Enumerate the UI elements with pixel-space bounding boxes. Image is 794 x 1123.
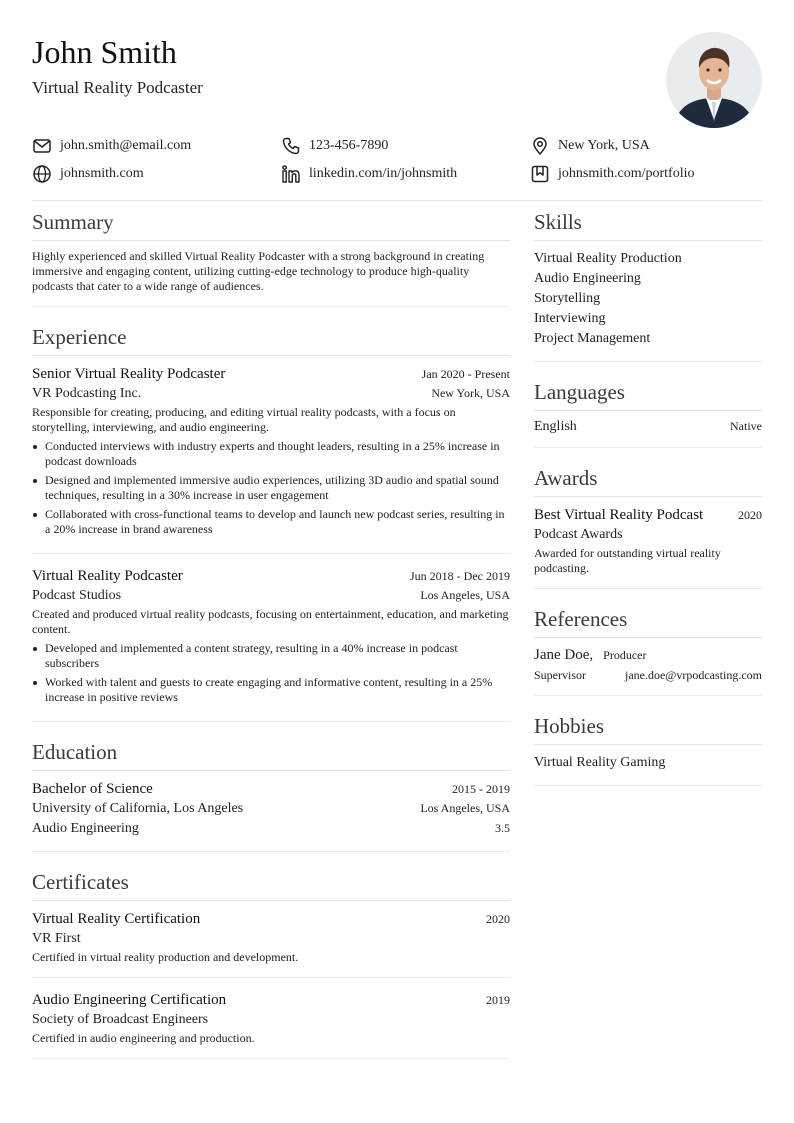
contact-location xyxy=(530,136,650,156)
contact-linkedin[interactable] xyxy=(281,164,457,184)
education-entry xyxy=(32,779,510,851)
hobby-item: Virtual Reality Gaming xyxy=(534,755,666,770)
reference-relation: Supervisor xyxy=(534,668,586,682)
skills-list xyxy=(534,249,762,361)
job-company: VR Podcasting Inc. xyxy=(32,386,142,401)
job-position: Senior Virtual Reality Podcaster xyxy=(32,366,226,382)
reference-position: Producer xyxy=(603,648,647,662)
certificate-issuer: Society of Broadcast Engineers xyxy=(32,1012,209,1027)
location-text: New York, USA xyxy=(558,138,650,153)
certificates-section xyxy=(32,868,510,1059)
job-description: Created and produced virtual reality podcasts, focusing on entertainment, education, and marketing content. xyxy=(32,607,509,636)
education-dates: 2015 - 2019 xyxy=(452,782,510,796)
award-entry xyxy=(534,505,762,588)
certificate-issuer: VR First xyxy=(32,931,81,946)
education-heading: Education xyxy=(32,738,510,771)
award-name: Best Virtual Reality Podcast xyxy=(534,507,704,523)
school-location: Los Angeles, USA xyxy=(420,801,510,815)
achievement-item: Designed and implemented immersive audio experiences, utilizing 3D audio and spatial sound techniques, resulting in a 30% increase in user engagement xyxy=(32,473,510,503)
job-achievements xyxy=(32,439,510,537)
location-pin-icon xyxy=(530,136,550,156)
job-description: Responsible for creating, producing, and editing virtual reality podcasts, with a focus on storytelling, interviewing, and audio engineering. xyxy=(32,405,456,434)
awards-section xyxy=(534,464,762,589)
reference-name: Jane Doe, xyxy=(534,647,594,663)
resume-header xyxy=(32,32,762,128)
portfolio-text: johnsmith.com/portfolio xyxy=(558,166,695,181)
certificate-entry xyxy=(32,909,510,977)
skills-heading: Skills xyxy=(534,208,762,241)
phone-text: 123-456-7890 xyxy=(309,138,389,153)
reference-entry xyxy=(534,646,762,695)
award-year: 2020 xyxy=(738,508,762,522)
job-location: New York, USA xyxy=(431,386,510,400)
certificate-year: 2019 xyxy=(486,993,510,1007)
profile-photo xyxy=(666,32,762,128)
job-company: Podcast Studios xyxy=(32,588,122,603)
certificate-description: Certified in virtual reality production and development. xyxy=(32,950,299,964)
certificates-heading: Certificates xyxy=(32,868,510,901)
certificate-entry xyxy=(32,977,510,1058)
linkedin-text: linkedin.com/in/johnsmith xyxy=(309,166,458,181)
achievement-item: Conducted interviews with industry experts and thought leaders, resulting in a 25% increase in podcast downloads xyxy=(32,439,510,469)
website-text: johnsmith.com xyxy=(60,166,144,181)
certificate-name: Audio Engineering Certification xyxy=(32,992,227,1008)
skill-item: Virtual Reality Production xyxy=(534,251,682,266)
award-issuer: Podcast Awards xyxy=(534,527,623,542)
job-position: Virtual Reality Podcaster xyxy=(32,568,183,584)
portfolio-icon xyxy=(530,164,550,184)
awards-heading: Awards xyxy=(534,464,762,497)
contact-website[interactable] xyxy=(32,164,144,184)
main-column xyxy=(32,208,510,1075)
candidate-headline: Virtual Reality Podcaster xyxy=(32,78,203,97)
job-achievements xyxy=(32,641,510,705)
languages-heading: Languages xyxy=(534,378,762,411)
email-text: john.smith@email.com xyxy=(60,138,192,153)
education-section xyxy=(32,738,510,852)
school: University of California, Los Angeles xyxy=(32,801,244,816)
skill-item: Audio Engineering xyxy=(534,271,641,286)
phone-icon xyxy=(281,136,301,156)
degree: Bachelor of Science xyxy=(32,781,153,797)
experience-entry xyxy=(32,364,510,553)
experience-entry xyxy=(32,553,510,721)
job-location: Los Angeles, USA xyxy=(420,588,510,602)
skill-item: Project Management xyxy=(534,331,651,346)
experience-heading: Experience xyxy=(32,323,510,356)
summary-section xyxy=(32,208,510,307)
sidebar-column xyxy=(534,208,762,802)
job-dates: Jan 2020 - Present xyxy=(421,367,510,381)
gpa: 3.5 xyxy=(495,821,510,835)
skills-section xyxy=(534,208,762,362)
reference-email[interactable]: jane.doe@vrpodcasting.com xyxy=(624,668,762,682)
achievement-item: Developed and implemented a content strategy, resulting in a 40% increase in podcast subscribers xyxy=(32,641,510,671)
experience-section xyxy=(32,323,510,722)
skill-item: Storytelling xyxy=(534,291,601,306)
certificate-year: 2020 xyxy=(486,912,510,926)
award-description: Awarded for outstanding virtual reality podcasting. xyxy=(534,546,721,575)
languages-section xyxy=(534,378,762,448)
field-of-study: Audio Engineering xyxy=(32,821,139,836)
language-item xyxy=(534,419,762,447)
language-name: English xyxy=(534,419,577,434)
contact-phone[interactable] xyxy=(281,136,388,156)
profile-photo-illustration xyxy=(666,32,762,128)
language-level: Native xyxy=(730,419,762,433)
hobbies-section xyxy=(534,712,762,786)
mail-icon xyxy=(32,136,52,156)
globe-icon xyxy=(32,164,52,184)
achievement-item: Collaborated with cross-functional teams to develop and launch new podcast series, resulting in a 20% increase in brand awareness xyxy=(32,507,510,537)
contact-portfolio[interactable] xyxy=(530,164,695,184)
candidate-name: John Smith xyxy=(32,34,177,70)
achievement-item: Worked with talent and guests to create engaging and informative content, resulting in a 25% increase in positive reviews xyxy=(32,675,510,705)
summary-heading: Summary xyxy=(32,208,510,241)
summary-text: Highly experienced and skilled Virtual Reality Podcaster with a strong background in creating immersive and engaging content, utilizing cutting-edge technology to produce high-quality podcasts that cater to a wide range of audiences. xyxy=(32,249,485,293)
header-divider xyxy=(32,200,762,201)
references-section xyxy=(534,605,762,696)
certificate-name: Virtual Reality Certification xyxy=(32,911,201,927)
references-heading: References xyxy=(534,605,762,638)
job-dates: Jun 2018 - Dec 2019 xyxy=(410,569,510,583)
resume-page xyxy=(32,32,762,1045)
skill-item: Interviewing xyxy=(534,311,606,326)
linkedin-icon xyxy=(281,164,301,184)
certificate-description: Certified in audio engineering and production. xyxy=(32,1031,255,1045)
contact-email[interactable] xyxy=(32,136,191,156)
hobbies-heading: Hobbies xyxy=(534,712,762,745)
